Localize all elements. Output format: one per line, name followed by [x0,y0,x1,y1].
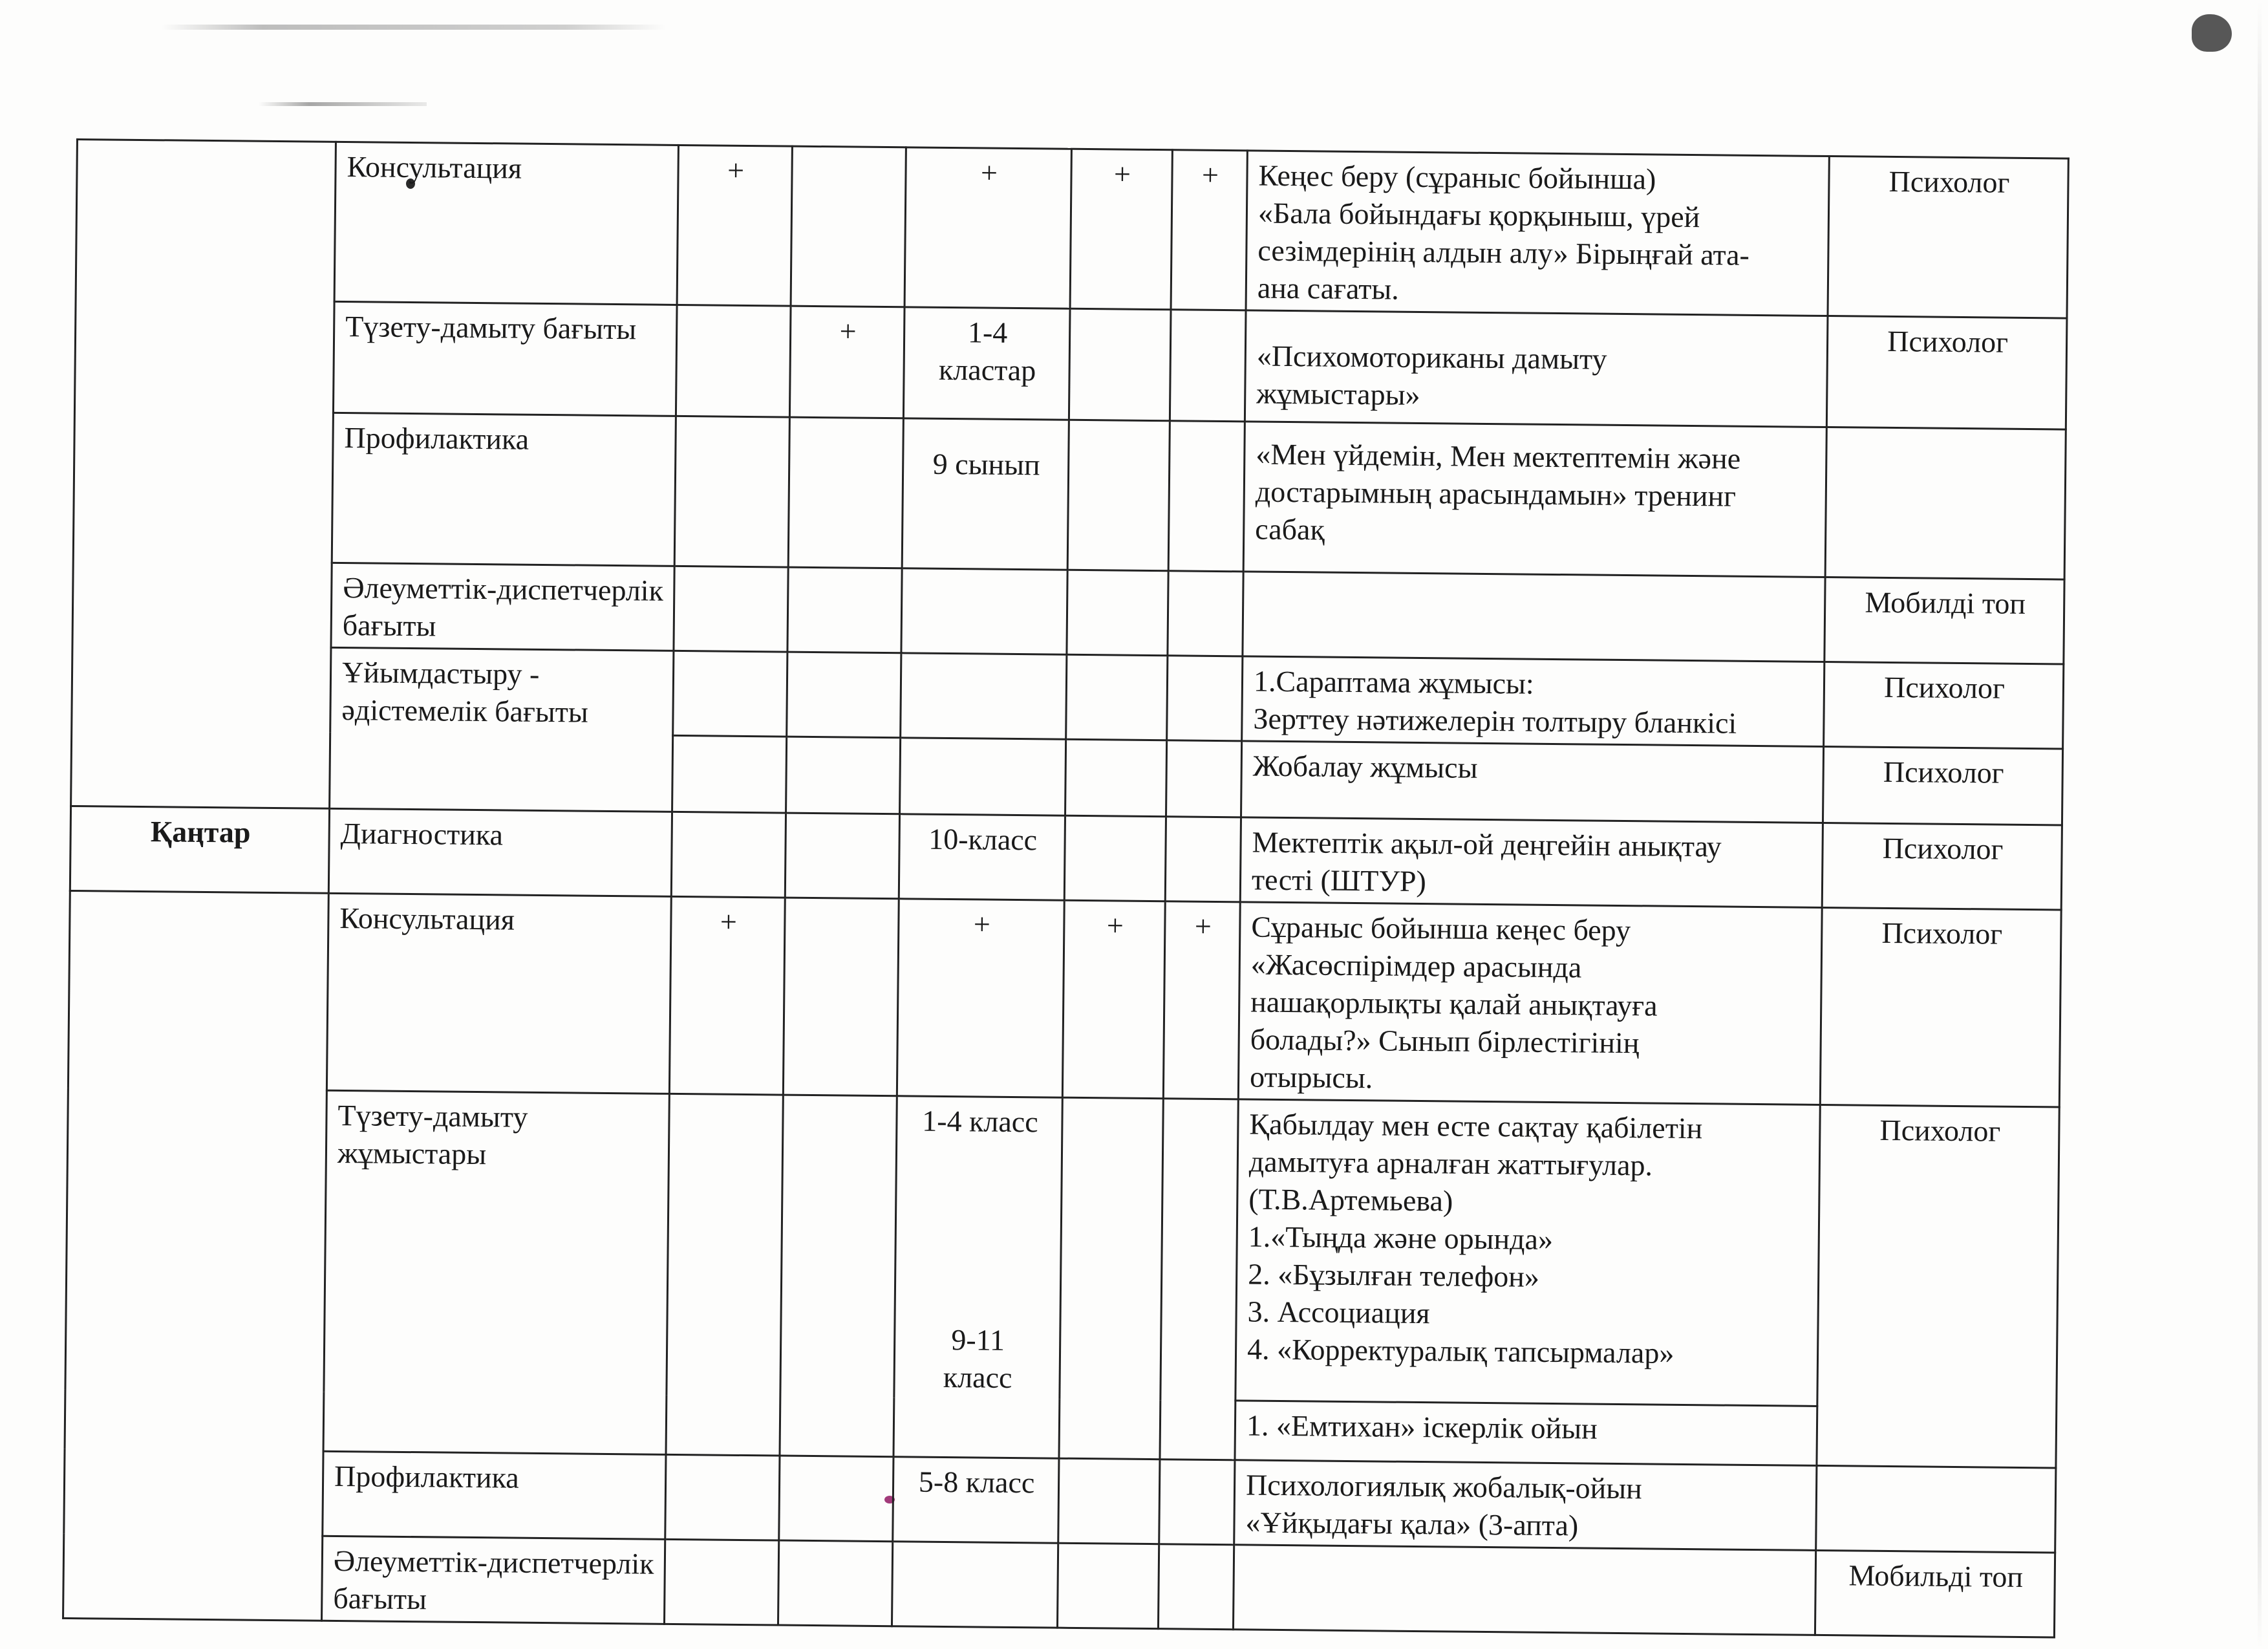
responsible-cell: Психолог [1824,662,2064,749]
mark-cell [1057,1543,1159,1628]
topic-line: «Жасөспірімдер арасында [1250,947,1582,984]
mark-cell [779,1456,893,1542]
topic-line: (Т.В.Артемьева) [1248,1182,1453,1218]
direction-cell: Консультация [326,893,671,1094]
direction-cell: Түзету-дамыту жұмыстары [323,1090,669,1454]
mark-cell [1066,654,1168,740]
mark-cell [783,898,899,1096]
mark-cell: + [669,896,785,1095]
mark-cell [673,651,787,737]
grade-cell: 5-8 класс [893,1457,1059,1543]
responsible-cell: Психолог [1820,907,2061,1107]
topic-line: жұмыстары» [1256,376,1420,411]
scan-artifact-page-edge [2258,0,2262,1649]
grade-cell: 10-класс [899,814,1065,900]
grade-cell: 9 сынып [902,418,1069,570]
direction-cell: Ұйымдастыру - әдістемелік бағыты [330,647,674,812]
grade-cell [901,568,1067,654]
direction-cell: Профилактика [332,413,676,566]
topic-cell [1233,1545,1815,1635]
topic-line: 4. «Корректуралық тапсырмалар» [1246,1332,1674,1370]
topic-line: 1.Сараптама жұмысы: [1253,664,1534,700]
responsible-cell: Психолог [1826,316,2067,430]
topic-line: 3. Ассоциация [1247,1295,1430,1330]
topic-line: Жобалау жұмысы [1252,749,1478,784]
mark-cell [1165,817,1241,902]
mark-cell [1067,570,1168,655]
topic-line: «Мен үйдемін, Мен мектептемін және [1256,437,1741,475]
mark-cell [1168,571,1243,656]
topic-line: Кеңес беру (сұраныс бойынша) [1258,158,1656,196]
mark-cell [664,1539,778,1625]
grade-cell [901,653,1067,739]
responsible-cell: Психолог [1817,1105,2059,1468]
grade-spacer [906,1139,1053,1322]
scan-artifact-short-line [259,102,427,106]
grade-line: 1-4 класс [922,1104,1038,1139]
mark-cell [1069,308,1171,420]
topic-line: Қабылдау мен есте сақтау қабілетін [1249,1107,1703,1145]
responsible-cell [1816,1465,2056,1553]
topic-line: нашақорлықты қалай анықтауға [1250,985,1658,1022]
topic-cell [1241,741,1824,823]
topic-line: «Бала бойындағы қорқыныш, үрей [1257,196,1700,234]
topic-cell [1243,572,1825,662]
topic-line: дамытуға арналған жаттығулар. [1248,1145,1653,1182]
topic-line: ана сағаты. [1257,271,1400,306]
topic-line: Психологиялық жобалық-ойын [1245,1468,1643,1505]
topic-line: «Психомоториканы дамыту [1256,339,1607,376]
topic-cell [1243,422,1826,577]
mark-cell [1067,420,1170,570]
responsible-cell: Психолог [1823,746,2062,825]
scan-artifact-top-line [162,25,666,30]
topic-cell [1245,310,1828,427]
mark-cell [671,812,786,898]
mark-cell [1059,1097,1163,1459]
mark-cell [786,737,901,814]
topic-line: сезімдерінің алдын алу» Бірыңғай ата- [1257,233,1750,272]
grade-cell [900,738,1066,815]
topic-cell [1235,1401,1817,1466]
grade-cell [892,1542,1058,1628]
mark-cell [672,735,787,813]
mark-cell [791,146,906,307]
month-cell [71,140,336,809]
table-row [65,1088,2059,1408]
mark-cell [787,567,902,653]
mark-cell [1167,656,1243,741]
mark-cell: + [789,306,904,418]
mark-cell [787,652,901,738]
mark-cell: + [1070,149,1172,309]
mark-cell [676,305,791,417]
mark-cell: + [1062,900,1165,1098]
topic-line: болады?» Сынып бірлестігінің [1250,1022,1640,1060]
table-row [74,299,2067,430]
mark-cell: + [1163,901,1240,1099]
table-row [73,410,2066,579]
mark-cell [674,416,789,567]
topic-cell [1238,902,1822,1105]
mark-cell [788,417,903,568]
responsible-cell: Мобильді топ [1815,1550,2055,1637]
topic-line: сабақ [1255,512,1325,546]
table-row [76,140,2068,319]
mark-cell [665,1454,780,1540]
mark-cell [1166,740,1242,817]
mark-cell [1064,815,1166,901]
direction-cell: Түзету-дамыту бағыты [333,301,677,416]
direction-cell: Консультация [334,142,678,305]
mark-cell [785,813,899,899]
topic-cell [1242,656,1824,747]
mark-cell: + [1171,150,1247,310]
mark-cell [780,1095,897,1457]
mark-cell: + [677,145,792,306]
topic-line: «Ұйқыдағы қала» (3-апта) [1245,1505,1579,1542]
topic-line: 2. «Бұзылған телефон» [1247,1257,1540,1293]
grade-cell: 1-4 кластар [903,307,1070,420]
mark-cell [666,1094,783,1456]
grade-cell: + [897,899,1064,1097]
mark-cell [1159,1460,1235,1545]
topic-cell [1246,151,1829,316]
month-cell: Қаңтар [70,806,329,893]
topic-line: 1.«Тыңда және орында» [1248,1220,1554,1256]
topic-line: достарымның арасындамын» тренинг [1255,475,1737,513]
responsible-cell: Психолог [1828,156,2068,319]
direction-cell: Профилактика [323,1451,666,1539]
direction-cell: Әлеуметтік-диспетчерлік бағыты [322,1536,665,1624]
responsible-cell [1825,427,2066,580]
grade-cell: + [904,147,1071,308]
responsible-cell: Психолог [1822,823,2062,910]
scan-artifact-ink-blot [2192,14,2232,52]
topic-line: тесті (ШТУР) [1251,863,1427,898]
mark-cell [778,1540,892,1626]
mark-cell [1065,739,1167,816]
direction-cell: Әлеуметтік-диспетчерлік бағыты [331,563,674,651]
month-cell [63,890,329,1621]
grade-cell [893,1096,1062,1458]
mark-cell [674,566,788,652]
responsible-cell: Мобилді топ [1824,577,2064,664]
work-plan-table [62,138,2070,1638]
mark-cell [1158,1544,1234,1630]
topic-line: Мектептік ақыл-ой деңгейін анықтау [1252,825,1722,863]
topic-cell [1236,1099,1820,1406]
topic-cell [1234,1460,1817,1551]
topic-line: отырысы. [1249,1060,1373,1095]
topic-cell [1240,817,1823,908]
mark-cell [1160,1099,1238,1460]
direction-cell: Диагностика [328,808,672,896]
topic-line: Сұраныс бойынша кеңес беру [1251,910,1631,947]
mark-cell [1168,421,1245,572]
topic-line: 1. «Емтихан» іскерлік ойын [1246,1408,1598,1445]
mark-cell [1058,1458,1160,1544]
topic-line: Зерттеу нәтижелерін толтыру бланкісі [1253,702,1737,740]
mark-cell [1170,310,1246,422]
table-row [68,890,2061,1107]
grade-line: 9-11 класс [943,1323,1012,1394]
